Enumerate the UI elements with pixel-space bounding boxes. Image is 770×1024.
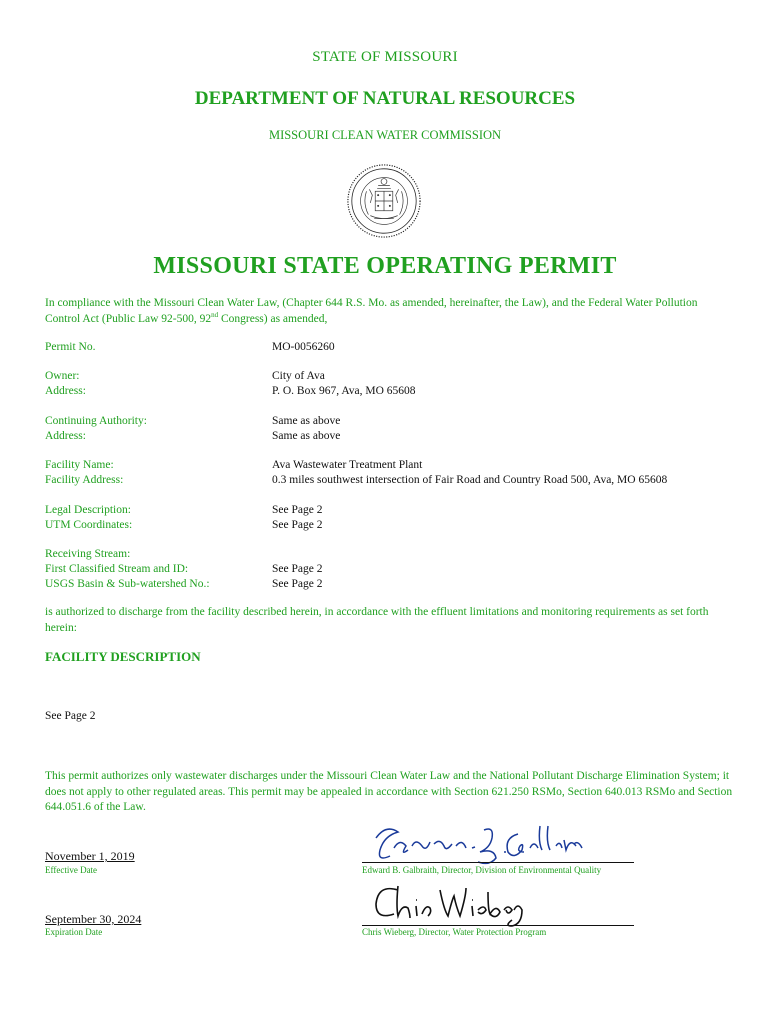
facility-address-label: Facility Address:	[45, 474, 124, 486]
owner-label: Owner:	[45, 370, 80, 382]
effective-date-caption: Effective Date	[45, 865, 98, 875]
state-heading: STATE OF MISSOURI	[312, 49, 458, 65]
facility-description-body: See Page 2	[45, 710, 96, 722]
usgs-basin-label: USGS Basin & Sub-watershed No.:	[45, 578, 210, 590]
legal-description-label: Legal Description:	[45, 504, 131, 516]
state-seal-icon	[345, 162, 423, 240]
utm-value: See Page 2	[272, 519, 323, 531]
owner-address-value: P. O. Box 967, Ava, MO 65608	[272, 385, 416, 397]
compliance-intro	[45, 296, 735, 327]
ca-address-label: Address:	[45, 430, 86, 442]
facility-name-value: Ava Wastewater Treatment Plant	[272, 459, 423, 471]
expiration-signer: Chris Wieberg, Director, Water Protection Program	[362, 927, 547, 937]
facility-name-label: Facility Name:	[45, 459, 114, 471]
continuing-authority-label: Continuing Authority:	[45, 415, 147, 427]
commission-heading: MISSOURI CLEAN WATER COMMISSION	[268, 128, 502, 142]
legal-description-value: See Page 2	[272, 504, 323, 516]
owner-value: City of Ava	[272, 370, 325, 382]
permit-no-label: Permit No.	[45, 341, 96, 353]
continuing-authority-value: Same as above	[272, 415, 341, 427]
intro-text-part1: In compliance with the Missouri Clean Water Law, (Chapter 644 R.S. Mo. as amended, hereinafter, the Law), and the Federal Water Pollution Control Act (Public Law 92-500, 92	[45, 297, 698, 325]
facility-address-value: 0.3 miles southwest intersection of Fair Road and Country Road 500, Ava, MO 65608	[272, 474, 668, 486]
authorization-scope-statement: This permit authorizes only wastewater discharges under the Missouri Clean Water Law and the National Pollutant Discharge Elimination System; it does not apply to other regulated areas. This permit may be appealed in accordance with Section 621.250 RSMo, Section 640.013 RSMo and Section 644.051.6 of the Law.	[45, 770, 733, 813]
utm-label: UTM Coordinates:	[45, 519, 133, 531]
department-heading: DEPARTMENT OF NATURAL RESOURCES	[194, 88, 576, 109]
effective-signature-line	[362, 862, 634, 863]
effective-date: November 1, 2019	[45, 849, 135, 863]
expiration-date: September 30, 2024	[45, 912, 142, 926]
facility-description-heading: FACILITY DESCRIPTION	[45, 649, 201, 664]
usgs-basin-value: See Page 2	[272, 578, 323, 590]
receiving-stream-label: Receiving Stream:	[45, 548, 131, 560]
galbraith-signature-icon	[368, 818, 588, 866]
expiration-date-caption: Expiration Date	[45, 927, 103, 937]
intro-text-part2: Congress) as amended,	[218, 312, 328, 325]
owner-address-label: Address:	[45, 385, 86, 397]
permit-no-value: MO-0056260	[272, 341, 335, 353]
effective-signer: Edward B. Galbraith, Director, Division of Environmental Quality	[362, 865, 602, 875]
authorized-statement: is authorized to discharge from the facility described herein, in accordance with the effluent limitations and monitoring requirements as set forth herein:	[45, 606, 709, 634]
first-classified-label: First Classified Stream and ID:	[45, 563, 189, 575]
expiration-signature-line	[362, 925, 634, 926]
first-classified-value: See Page 2	[272, 563, 323, 575]
ca-address-value: Same as above	[272, 430, 341, 442]
intro-superscript: nd	[211, 310, 219, 319]
permit-title: MISSOURI STATE OPERATING PERMIT	[153, 253, 617, 279]
